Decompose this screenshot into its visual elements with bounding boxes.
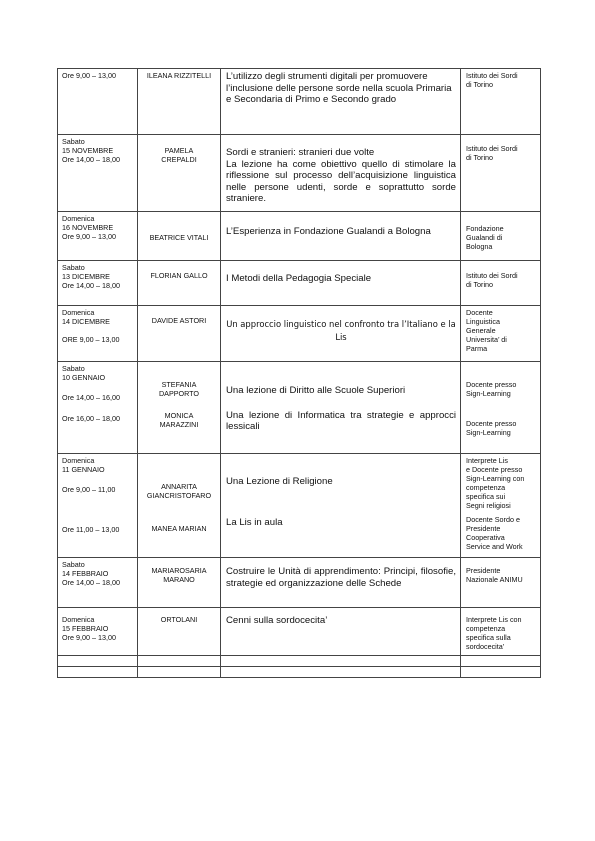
date-time-cell: Sabato 14 FEBBRAIO Ore 14,00 – 18,00 xyxy=(62,560,120,587)
location-cell: Docente Linguistica Generale Universita’ di Parma xyxy=(466,308,507,353)
teacher-cell: STEFANIA DAPPORTO xyxy=(158,380,200,398)
location-cell: Istituto dei Sordi di Torino xyxy=(466,144,518,162)
lesson-topic-cell: L’utilizzo degli strumenti digitali per promuovere l’inclusione delle persone sorde nella scuola Primaria e Secondaria di Primo e Secondo grado xyxy=(226,71,452,105)
location-cell: Interprete Lis e Docente presso Sign-Learning con competenza specifica sui Segni religiosi xyxy=(466,456,525,510)
table-row-empty xyxy=(58,667,541,678)
date-time-cell: Domenica 15 FEBBRAIO Ore 9,00 – 13,00 xyxy=(62,615,116,642)
table-row xyxy=(58,261,541,306)
location-cell: Presidente Nazionale ANIMU xyxy=(466,566,523,584)
date-time-cell: Ore 9,00 – 13,00 xyxy=(62,71,116,80)
date-time-cell: Domenica 14 DICEMBRE ORE 9,00 – 13,00 xyxy=(62,308,120,344)
table-row-empty xyxy=(58,656,541,667)
table-row xyxy=(58,558,541,608)
table-row xyxy=(58,212,541,261)
teacher-cell: MANEA MARIAN xyxy=(151,524,207,533)
teacher-cell: ORTOLANI xyxy=(160,615,198,624)
teacher-cell: DAVIDE ASTORI xyxy=(151,316,207,325)
location-cell: Docente presso Sign-Learning xyxy=(466,380,517,398)
location-cell: Istituto dei Sordi di Torino xyxy=(466,71,518,89)
teacher-cell: FLORIAN GALLO xyxy=(150,271,208,280)
table-row xyxy=(58,454,541,558)
lesson-topic-cell: Costruire le Unità di apprendimento: Principi, filosofie, strategie ed organizzazione delle Schede xyxy=(226,566,456,589)
schedule-table xyxy=(57,68,541,678)
lesson-description: La lezione ha come obiettivo quello di stimolare la riflessione sul processo dell’acquisizione linguistica nelle persone udenti, sorde e soprattutto sorde straniere. xyxy=(226,158,456,204)
location-cell: Docente presso Sign-Learning xyxy=(466,419,517,437)
table-row xyxy=(58,306,541,362)
lesson-topic-cell: L’Esperienza in Fondazione Gualandi a Bologna xyxy=(226,226,431,237)
location-cell: Docente Sordo e Presidente Cooperativa Service and Work xyxy=(466,515,523,551)
date-cell: Sabato 10 GENNAIO xyxy=(62,364,106,382)
date-cell: Domenica 11 GENNAIO xyxy=(62,456,105,474)
teacher-cell: ILEANA RIZZITELLI xyxy=(146,71,212,80)
lesson-topic-cell: Una lezione di Informatica tra strategie e approcci lessicali xyxy=(226,409,456,432)
date-time-cell: Sabato 13 DICEMBRE Ore 14,00 – 18,00 xyxy=(62,263,120,290)
lesson-title: Sordi e stranieri: stranieri due volte xyxy=(226,147,375,158)
teacher-cell: PAMELA CREPALDI xyxy=(161,146,197,164)
table-row xyxy=(58,608,541,656)
teacher-cell: ANNARITA GIANCRISTOFARO xyxy=(146,482,212,500)
lesson-topic-cell: I Metodi della Pedagogia Speciale xyxy=(226,273,372,284)
time-cell: Ore 16,00 – 18,00 xyxy=(62,414,120,423)
lesson-topic-cell: Un approccio linguistico nel confronto tra l’Italiano e la Lis xyxy=(226,319,456,342)
table-row xyxy=(58,362,541,454)
lesson-topic-cell: La Lis in aula xyxy=(226,516,283,528)
lesson-topic-cell: Cenni sulla sordocecita’ xyxy=(226,615,328,626)
lesson-topic-cell: Una lezione di Diritto alle Scuole Superiori xyxy=(226,385,406,396)
location-cell: Fondazione Gualandi di Bologna xyxy=(466,224,504,251)
teacher-cell: MONICA MARAZZINI xyxy=(159,411,199,429)
lesson-topic-cell: Una Lezione di Religione xyxy=(226,476,333,487)
date-time-cell: Sabato 15 NOVEMBRE Ore 14,00 – 18,00 xyxy=(62,137,120,164)
teacher-cell: MARIAROSARIA MARANO xyxy=(151,566,207,584)
time-cell: Ore 14,00 – 16,00 xyxy=(62,393,120,402)
table-row xyxy=(58,69,541,135)
time-cell: Ore 11,00 – 13,00 xyxy=(62,525,120,534)
table-row xyxy=(58,135,541,212)
date-time-cell: Domenica 16 NOVEMBRE Ore 9,00 – 13,00 xyxy=(62,214,116,241)
location-cell: Istituto dei Sordi di Torino xyxy=(466,271,518,289)
time-cell: Ore 9,00 – 11,00 xyxy=(62,485,116,494)
location-cell: Interprete Lis con competenza specifica sulla sordocecita’ xyxy=(466,615,522,651)
teacher-cell: BEATRICE VITALI xyxy=(149,233,209,242)
